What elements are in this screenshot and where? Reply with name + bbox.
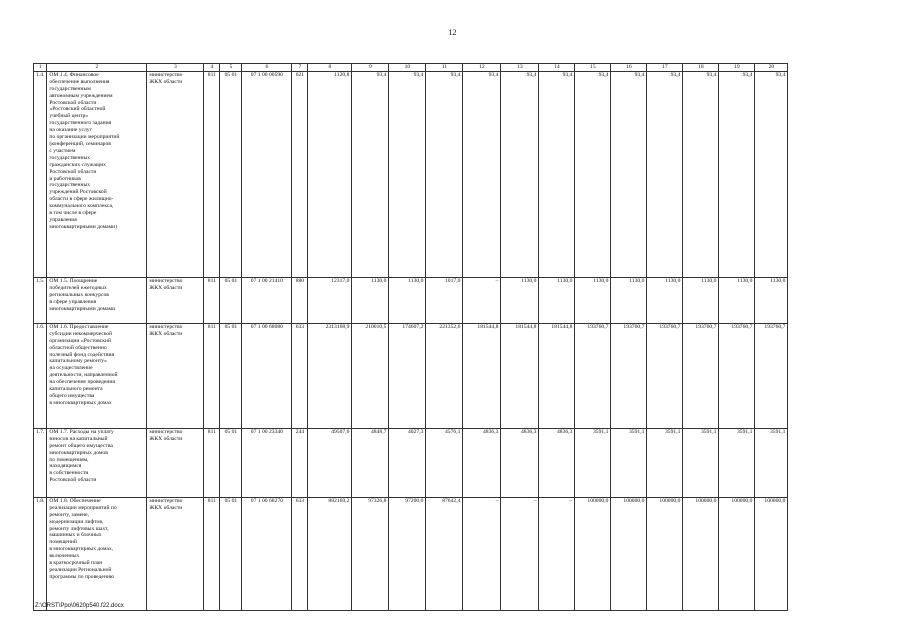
measure-name-cell: ОМ 1.8. Обеспечение реализации мероприятий по ремонту, замене, модернизации лифтов, ремонту лифтовых шахт, машинных и блочных помещений в многоквартирных домах, включенных в краткосрочный план реализации Региональной программы по проведению [47, 497, 147, 610]
column-header: 13 [501, 64, 539, 72]
value-cell: 1130,0 [575, 277, 611, 323]
column-header: 17 [647, 64, 683, 72]
value-cell: 93,4 [389, 71, 426, 277]
column-header: 5 [220, 64, 242, 72]
value-cell: 244 [292, 428, 308, 497]
value-cell: 181544,8 [501, 323, 539, 428]
value-cell: 221352,6 [426, 323, 463, 428]
value-cell: 193760,7 [683, 323, 719, 428]
value-cell: 3591,1 [719, 428, 755, 497]
value-cell: – [463, 277, 501, 323]
executor-cell: министерство ЖКХ области [147, 71, 204, 277]
row-number-cell: 1.6. [34, 323, 47, 428]
value-cell: 811 [204, 323, 220, 428]
table-row [34, 497, 788, 610]
value-cell: 3591,1 [755, 428, 788, 497]
value-cell: 100000,0 [575, 497, 611, 610]
value-cell: 2313168,9 [308, 323, 352, 428]
value-cell: 93,4 [575, 71, 611, 277]
value-cell: 3591,1 [683, 428, 719, 497]
value-cell: 07 1 00 23340 [242, 428, 292, 497]
value-cell: 193760,7 [647, 323, 683, 428]
value-cell: 621 [292, 71, 308, 277]
value-cell: 1120,8 [308, 71, 352, 277]
value-cell: 93,4 [352, 71, 389, 277]
value-cell: 93,4 [755, 71, 788, 277]
value-cell: 100000,0 [755, 497, 788, 610]
value-cell: 1130,0 [683, 277, 719, 323]
value-cell: 93,4 [611, 71, 647, 277]
column-header: 19 [719, 64, 755, 72]
value-cell: 3591,1 [647, 428, 683, 497]
value-cell: 4027,3 [389, 428, 426, 497]
column-header: 6 [242, 64, 292, 72]
value-cell: 1130,0 [611, 277, 647, 323]
page-number: 12 [448, 28, 457, 37]
value-cell: 49507,6 [308, 428, 352, 497]
column-header: 9 [352, 64, 389, 72]
column-header: 16 [611, 64, 647, 72]
value-cell: 1130,0 [539, 277, 575, 323]
column-header: 2 [47, 64, 147, 72]
value-cell: 05 01 [220, 323, 242, 428]
column-header: 4 [204, 64, 220, 72]
budget-table [33, 63, 788, 611]
value-cell: 07 1 00 00590 [242, 71, 292, 277]
value-cell: 100000,0 [683, 497, 719, 610]
value-cell: 811 [204, 71, 220, 277]
column-header: 7 [292, 64, 308, 72]
row-number-cell: 1.5. [34, 277, 47, 323]
value-cell: 05 01 [220, 497, 242, 610]
value-cell: 93,4 [501, 71, 539, 277]
value-cell: 193760,7 [611, 323, 647, 428]
value-cell: 100000,0 [611, 497, 647, 610]
column-header: 18 [683, 64, 719, 72]
table-row [34, 323, 788, 428]
file-path-footer: Z:\ORST\Ppo\0620p540.f22.docx [35, 603, 124, 609]
value-cell: 07 1 00 21410 [242, 277, 292, 323]
value-cell: 181544,8 [539, 323, 575, 428]
column-header: 12 [463, 64, 501, 72]
value-cell: 1130,0 [647, 277, 683, 323]
value-cell: 4848,7 [352, 428, 389, 497]
value-cell: 4836,3 [501, 428, 539, 497]
value-cell: – [501, 497, 539, 610]
value-cell: 87642,4 [426, 497, 463, 610]
value-cell: 811 [204, 277, 220, 323]
executor-cell: министерство ЖКХ области [147, 497, 204, 610]
value-cell: 193760,7 [755, 323, 788, 428]
value-cell: 3591,1 [611, 428, 647, 497]
column-header: 8 [308, 64, 352, 72]
value-cell: 3591,1 [575, 428, 611, 497]
value-cell: 07 1 00 68080 [242, 323, 292, 428]
column-header: 15 [575, 64, 611, 72]
value-cell: 93,4 [683, 71, 719, 277]
executor-cell: министерство ЖКХ области [147, 277, 204, 323]
value-cell: 97326,8 [352, 497, 389, 610]
table-header-row [34, 64, 788, 72]
value-cell: 4576,1 [426, 428, 463, 497]
value-cell: 4836,3 [463, 428, 501, 497]
value-cell: 811 [204, 497, 220, 610]
value-cell: 100000,0 [647, 497, 683, 610]
value-cell: 05 01 [220, 428, 242, 497]
measure-name-cell: ОМ 1.7. Расходы на уплату взносов на капитальный ремонт общего имущества многоквартирных домов по помещениям, находящимся в собственности Ростовской области [47, 428, 147, 497]
value-cell: 1130,0 [719, 277, 755, 323]
value-cell: 1130,0 [352, 277, 389, 323]
measure-name-cell: ОМ 1.4. Финансовое обеспечение выполнения государственным автономным учреждением Ростовской области «Ростовский областной учебный центр» государственного задания на оказание услуг по организации мероприятий (конференций, семинаров с участием государственных гражданских служащих Ростовской области и работников государственных учреждений Ростовской области в сфере жилищно- коммунального комплекса, в том числе в сфере управления многоквартирными домами) [47, 71, 147, 277]
value-cell: 97200,0 [389, 497, 426, 610]
value-cell: 193760,7 [575, 323, 611, 428]
value-cell: 633 [292, 323, 308, 428]
value-cell: 633 [292, 497, 308, 610]
row-number-cell: 1.7. [34, 428, 47, 497]
value-cell: 05 01 [220, 71, 242, 277]
value-cell: – [539, 497, 575, 610]
value-cell: 174607,2 [389, 323, 426, 428]
value-cell: 811 [204, 428, 220, 497]
value-cell: 07 1 00 68270 [242, 497, 292, 610]
row-number-cell: 1.4. [34, 71, 47, 277]
table-row [34, 428, 788, 497]
value-cell: 1130,0 [755, 277, 788, 323]
value-cell: 880 [292, 277, 308, 323]
executor-cell: министерство ЖКХ области [147, 323, 204, 428]
value-cell: – [463, 497, 501, 610]
value-cell: 882169,2 [308, 497, 352, 610]
measure-name-cell: ОМ 1.5. Поощрение победителей ежегодных региональных конкурсов в сфере управления многоквартирными домами [47, 277, 147, 323]
value-cell: 1017,0 [426, 277, 463, 323]
value-cell: 4836,3 [539, 428, 575, 497]
value-cell: 100000,0 [719, 497, 755, 610]
value-cell: 1130,0 [501, 277, 539, 323]
value-cell: 93,4 [647, 71, 683, 277]
value-cell: 181544,8 [463, 323, 501, 428]
column-header: 11 [426, 64, 463, 72]
value-cell: 93,4 [426, 71, 463, 277]
column-header: 20 [755, 64, 788, 72]
value-cell: 93,4 [719, 71, 755, 277]
measure-name-cell: ОМ 1.6. Предоставление субсидии некоммерческой организации «Ростовский областной общественно полезный фонд содействия капитальному ремонту» на осуществление деятельности, направленной на обеспечение проведения капитального ремонта общего имущества в многоквартирных домах [47, 323, 147, 428]
value-cell: 210010,5 [352, 323, 389, 428]
value-cell: 1130,0 [389, 277, 426, 323]
value-cell: 93,4 [539, 71, 575, 277]
table-row [34, 277, 788, 323]
table-row [34, 71, 788, 277]
column-header: 1 [34, 64, 47, 72]
row-number-cell: 1.8. [34, 497, 47, 610]
value-cell: 93,4 [463, 71, 501, 277]
column-header: 3 [147, 64, 204, 72]
value-cell: 05 01 [220, 277, 242, 323]
column-header: 10 [389, 64, 426, 72]
column-header: 14 [539, 64, 575, 72]
value-cell: 12317,0 [308, 277, 352, 323]
executor-cell: министерство ЖКХ области [147, 428, 204, 497]
value-cell: 193760,7 [719, 323, 755, 428]
